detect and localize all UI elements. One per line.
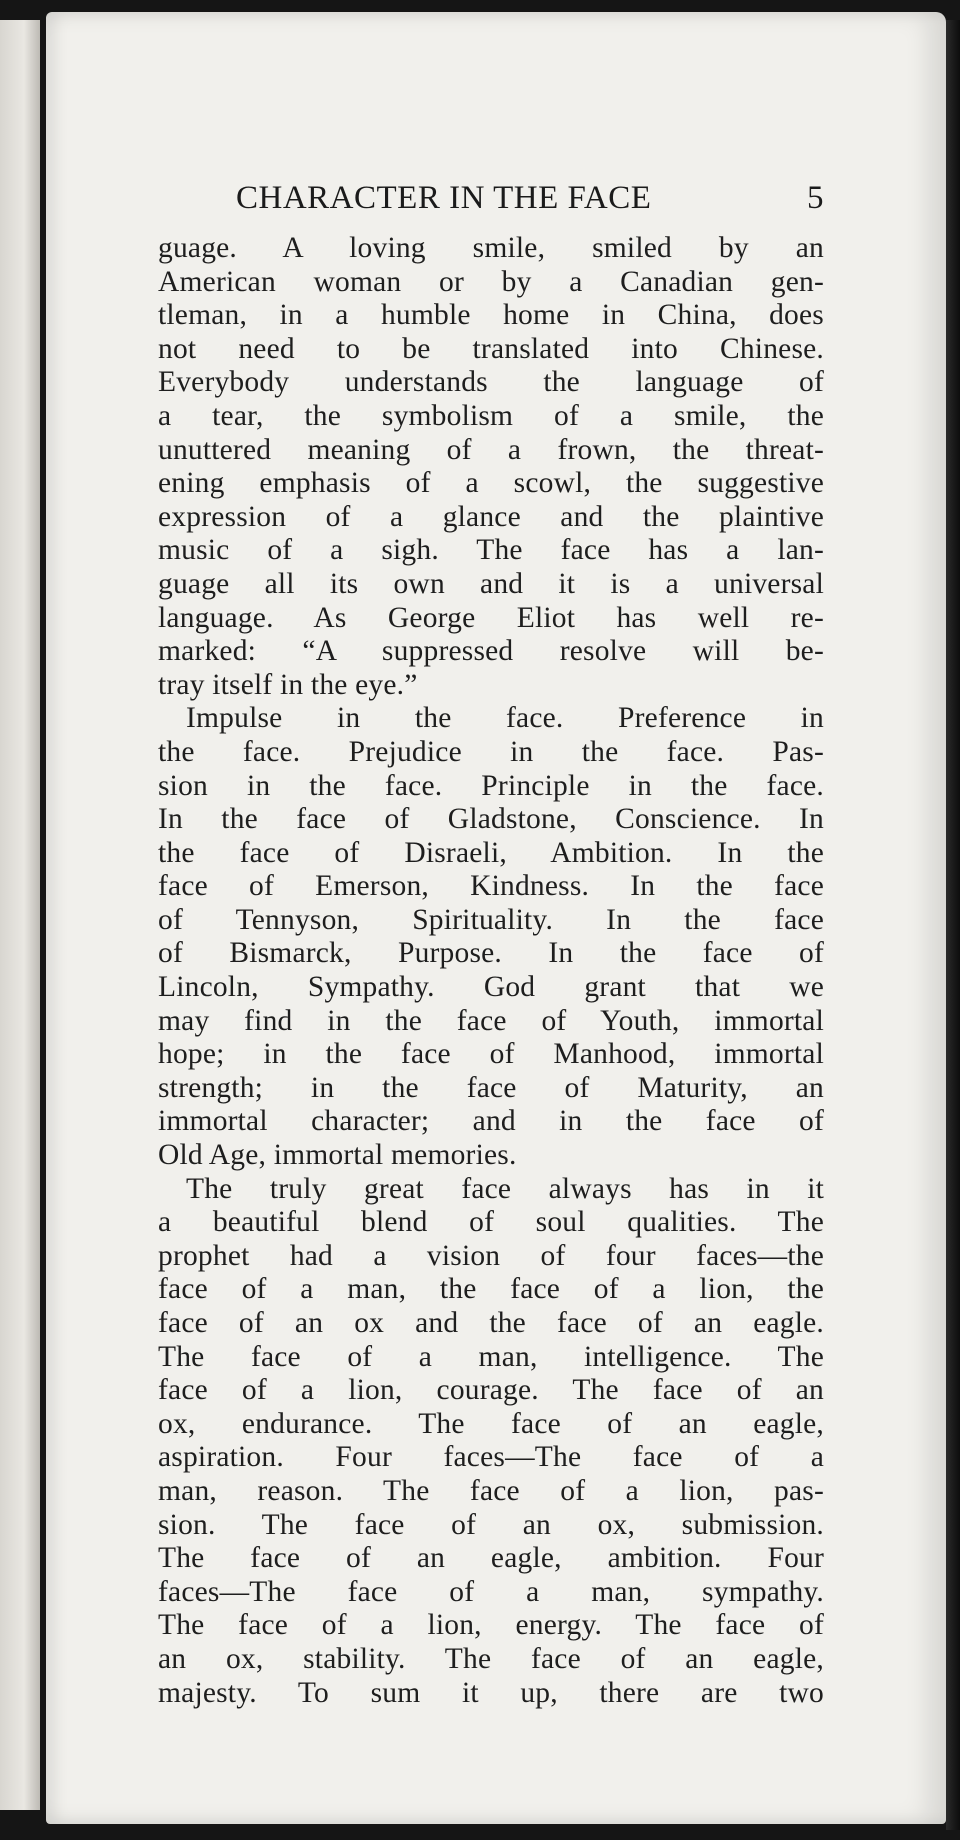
text-line: Lincoln, Sympathy. God grant that we bbox=[158, 971, 824, 1004]
text-line: of Bismarck, Purpose. In the face of bbox=[158, 937, 824, 970]
text-line: face of a lion, courage. The face of an bbox=[158, 1374, 824, 1407]
text-line: immortal character; and in the face of bbox=[158, 1105, 824, 1138]
text-line: sion. The face of an ox, submission. bbox=[158, 1508, 824, 1541]
running-title: CHARACTER IN THE FACE bbox=[236, 180, 652, 216]
text-line: an ox, stability. The face of an eagle, bbox=[158, 1642, 824, 1675]
text-line: The face of an eagle, ambition. Four bbox=[158, 1542, 824, 1575]
text-line: aspiration. Four faces—The face of a bbox=[158, 1441, 824, 1474]
text-line: face of Emerson, Kindness. In the face bbox=[158, 870, 824, 903]
text-line: unuttered meaning of a frown, the threat- bbox=[158, 433, 824, 466]
text-line: music of a sigh. The face has a lan- bbox=[158, 534, 824, 567]
text-line: man, reason. The face of a lion, pas- bbox=[158, 1474, 824, 1507]
body-text bbox=[158, 232, 824, 1710]
text-line: The face of a lion, energy. The face of bbox=[158, 1609, 824, 1642]
text-line: Impulse in the face. Preference in bbox=[186, 702, 824, 735]
text-line: of Tennyson, Spirituality. In the face bbox=[158, 903, 824, 936]
page-right-edge bbox=[946, 20, 960, 1830]
text-line: The face of a man, intelligence. The bbox=[158, 1340, 824, 1373]
text-line: a beautiful blend of soul qualities. The bbox=[158, 1206, 824, 1239]
text-line: Old Age, immortal memories. bbox=[158, 1139, 517, 1172]
page-number: 5 bbox=[807, 180, 824, 216]
text-line: majesty. To sum it up, there are two bbox=[158, 1676, 824, 1709]
text-line: In the face of Gladstone, Conscience. In bbox=[158, 803, 824, 836]
text-line: ox, endurance. The face of an eagle, bbox=[158, 1407, 824, 1440]
text-line: guage all its own and it is a universal bbox=[158, 567, 824, 600]
text-line: not need to be translated into Chinese. bbox=[158, 332, 824, 365]
text-line: guage. A loving smile, smiled by an bbox=[158, 232, 824, 264]
text-line: the face of Disraeli, Ambition. In the bbox=[158, 836, 824, 869]
text-line: Everybody understands the language of bbox=[158, 366, 824, 399]
text-line: may find in the face of Youth, immortal bbox=[158, 1004, 824, 1037]
running-header bbox=[236, 180, 824, 230]
text-line: the face. Prejudice in the face. Pas- bbox=[158, 735, 824, 768]
text-line: marked: “A suppressed resolve will be- bbox=[158, 635, 824, 668]
text-line: expression of a glance and the plaintive bbox=[158, 500, 824, 533]
text-line: faces—The face of a man, sympathy. bbox=[158, 1575, 824, 1608]
text-line: The truly great face always has in it bbox=[186, 1172, 824, 1205]
text-line: sion in the face. Principle in the face. bbox=[158, 769, 824, 802]
text-line: a tear, the symbolism of a smile, the bbox=[158, 399, 824, 432]
text-line: American woman or by a Canadian gen- bbox=[158, 265, 824, 298]
text-line: hope; in the face of Manhood, immortal bbox=[158, 1038, 824, 1071]
text-line: tray itself in the eye.” bbox=[158, 668, 418, 701]
text-line: prophet had a vision of four faces—the bbox=[158, 1239, 824, 1272]
text-line: tleman, in a humble home in China, does bbox=[158, 299, 824, 332]
text-line: strength; in the face of Maturity, an bbox=[158, 1071, 824, 1104]
text-line: language. As George Eliot has well re- bbox=[158, 601, 824, 634]
text-line: face of a man, the face of a lion, the bbox=[158, 1273, 824, 1306]
text-line: face of an ox and the face of an eagle. bbox=[158, 1307, 824, 1339]
text-line: ening emphasis of a scowl, the suggestive bbox=[158, 467, 824, 500]
previous-page-edge bbox=[0, 20, 40, 1810]
